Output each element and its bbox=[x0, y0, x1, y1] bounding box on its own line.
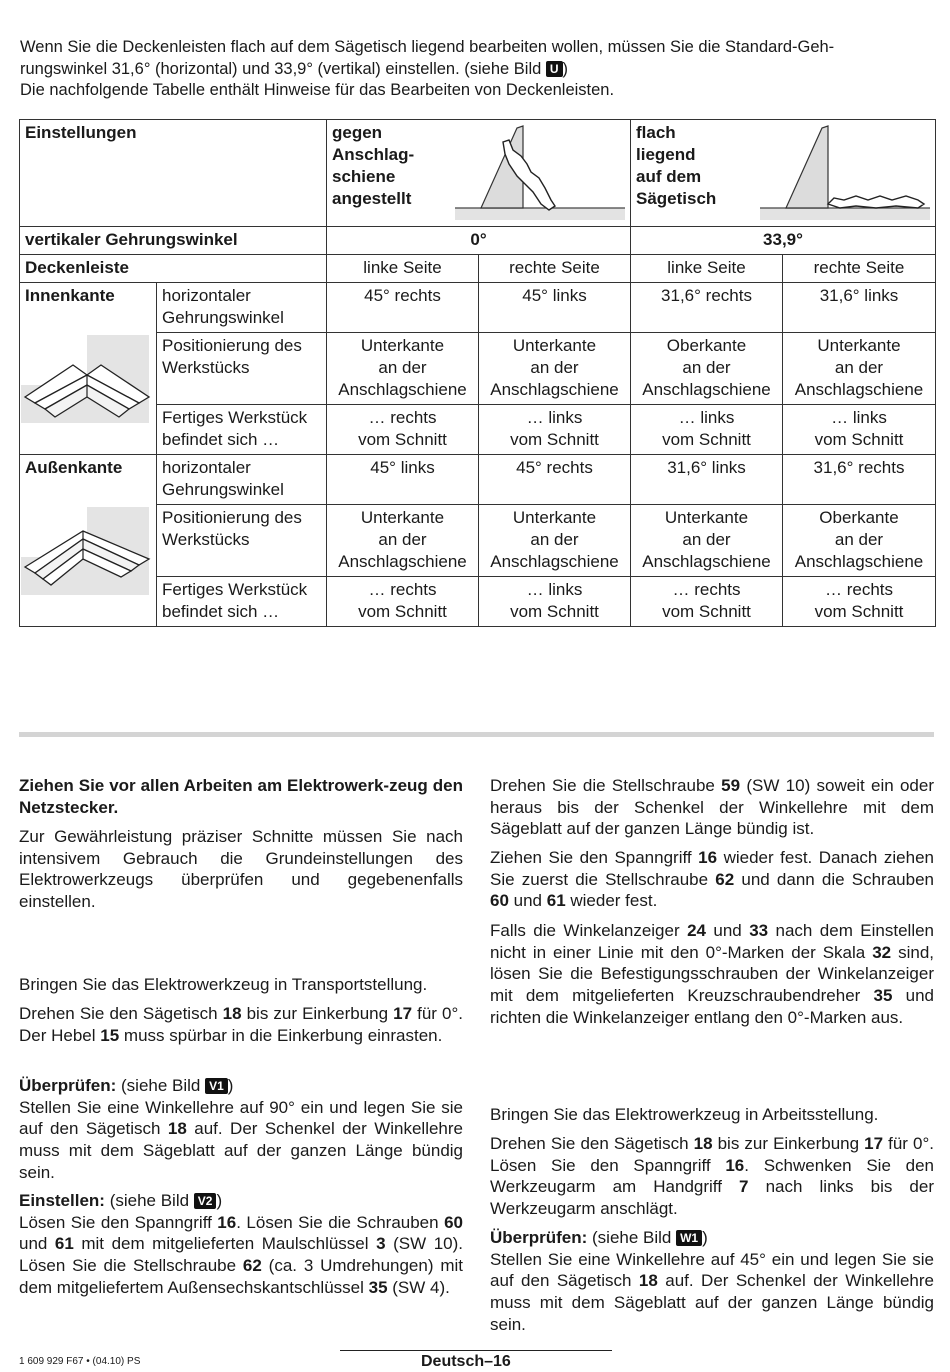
header-flat-label bbox=[636, 122, 931, 210]
value-line: Anschlagschiene bbox=[490, 380, 619, 399]
bold-text: 62 bbox=[715, 869, 735, 889]
value-cell bbox=[783, 505, 936, 577]
intro-line-2-end: ) bbox=[562, 59, 569, 78]
outer-row-result bbox=[20, 577, 936, 627]
paragraph bbox=[19, 974, 463, 996]
value-line: … rechts bbox=[368, 580, 437, 599]
value-line: an der bbox=[378, 358, 427, 377]
bold-text: 35 bbox=[873, 986, 893, 1006]
paragraph bbox=[19, 775, 463, 818]
value-cell: 45° links bbox=[479, 283, 631, 333]
value-line: Oberkante bbox=[666, 336, 747, 355]
bold-text: 60 bbox=[490, 891, 509, 911]
paragraph bbox=[490, 847, 934, 912]
text: und richten die Winkelanzeiger entlang den 0°-Marken aus. bbox=[490, 986, 934, 1027]
vertical-angle-label: vertikaler Gehrungswinkel bbox=[20, 227, 327, 255]
intro-line-2: rungswinkel 31,6° (horizontal) und 33,9° (vertikal) einstellen. (siehe Bild bbox=[20, 59, 546, 78]
value-line: an der bbox=[834, 530, 884, 549]
value-line: Anschlagschiene bbox=[338, 552, 467, 571]
outer-corner-cell bbox=[20, 455, 157, 627]
text: nach dem Einstellen nicht in einer Linie mit den 0°-Marken der Skala bbox=[490, 921, 935, 962]
paragraph bbox=[490, 1104, 934, 1126]
value-line: vom Schnitt bbox=[510, 430, 599, 449]
text: und bbox=[19, 1234, 55, 1254]
text: (SW 10) soweit ein oder heraus bis der Schenkel der Winkellehre mit dem Sägeblatt auf der ganzen Länge bündig ist. bbox=[490, 776, 934, 839]
text: bis zur Einkerbung bbox=[712, 1134, 865, 1153]
value-line: an der bbox=[834, 358, 884, 377]
paragraph bbox=[19, 1075, 463, 1184]
inner-corner-cell bbox=[20, 283, 157, 455]
value-cell: 45° links bbox=[327, 455, 479, 505]
paragraph bbox=[490, 1227, 934, 1336]
value-cell bbox=[479, 405, 631, 455]
value-line: … links bbox=[831, 408, 887, 427]
value-line: vom Schnitt bbox=[358, 430, 447, 449]
bold-text: 61 bbox=[54, 1234, 74, 1254]
text: für 0°. Der Hebel bbox=[19, 1004, 464, 1045]
bold-text: 60 bbox=[444, 1212, 463, 1232]
header-against-label bbox=[332, 122, 626, 210]
inner-row-result bbox=[20, 405, 936, 455]
paragraph bbox=[490, 920, 934, 1029]
value-cell: 31,6° links bbox=[631, 455, 783, 505]
value-line: … links bbox=[526, 408, 583, 427]
row-label-line: Gehrungswinkel bbox=[162, 480, 284, 499]
text: Drehen Sie die Stellschraube bbox=[490, 776, 722, 795]
text: ) bbox=[702, 1228, 708, 1247]
value-cell: 31,6° links bbox=[783, 283, 936, 333]
bold-text: Überprüfen: bbox=[490, 1228, 588, 1247]
value-cell bbox=[327, 333, 479, 405]
bold-text: 16 bbox=[725, 1155, 745, 1175]
header-flat-line: flach bbox=[636, 123, 676, 142]
text: Ziehen Sie den Spanngriff bbox=[490, 848, 699, 867]
row-label bbox=[157, 333, 327, 405]
side-left: linke Seite bbox=[327, 255, 479, 283]
value-cell bbox=[327, 505, 479, 577]
inner-corner-illustration bbox=[21, 325, 156, 425]
row-label-line: Werkstücks bbox=[162, 358, 250, 377]
footer-page-number: Deutsch–16 bbox=[421, 1353, 511, 1370]
value-cell bbox=[631, 577, 783, 627]
paragraph bbox=[490, 775, 934, 840]
footer-rule bbox=[340, 1350, 612, 1351]
row-label bbox=[157, 455, 327, 505]
bold-text: 33 bbox=[749, 921, 769, 940]
row-label bbox=[157, 283, 327, 333]
value-line: … rechts bbox=[824, 580, 894, 599]
text: wieder fest. bbox=[565, 891, 658, 911]
row-label bbox=[157, 505, 327, 577]
text: (siehe Bild bbox=[587, 1228, 677, 1247]
value-line: Anschlagschiene bbox=[642, 552, 771, 571]
side-row-label: Deckenleiste bbox=[20, 255, 327, 283]
value-cell bbox=[327, 405, 479, 455]
settings-table bbox=[19, 119, 936, 627]
header-against-fence bbox=[327, 120, 631, 227]
value-line: Unterkante bbox=[360, 508, 445, 527]
bold-text: 62 bbox=[242, 1256, 262, 1276]
text: . Lösen Sie die Schrauben bbox=[236, 1212, 445, 1232]
intro-paragraph bbox=[20, 37, 935, 102]
vertical-angle-row bbox=[20, 227, 936, 255]
value-cell bbox=[479, 333, 631, 405]
value-cell bbox=[327, 577, 479, 627]
value-line: Unterkante bbox=[512, 508, 597, 527]
bold-text: 35 bbox=[368, 1277, 388, 1297]
row-label-line: Gehrungswinkel bbox=[162, 308, 284, 327]
value-line: vom Schnitt bbox=[662, 430, 751, 449]
value-line: Anschlagschiene bbox=[642, 380, 771, 399]
text: ) bbox=[227, 1076, 234, 1095]
text: auf. Der Schenkel der Winkellehre muss mit dem Sägeblatt auf der ganzen Länge bündig sein. bbox=[490, 1271, 934, 1334]
row-label bbox=[157, 577, 327, 627]
intro-line-1: Wenn Sie die Deckenleisten flach auf dem Sägetisch liegend bearbeiten wollen, müssen Sie die Standard-Geh- bbox=[20, 38, 835, 56]
value-line: Oberkante bbox=[819, 508, 899, 527]
paragraph bbox=[19, 1003, 463, 1046]
text: auf. Der Schenkel der Winkellehre muss mit dem Sägeblatt auf der ganzen Länge bündig sein. bbox=[19, 1119, 463, 1182]
value-line: … rechts bbox=[368, 408, 437, 427]
text: Zur Gewährleistung präziser Schnitte müssen Sie nach intensivem Gebrauch die Grundeinstellungen des Elektrowerkzeugs überprüfen und gegebenenfalls einstellen. bbox=[19, 827, 463, 912]
bold-text: 18 bbox=[693, 1134, 713, 1153]
value-line: vom Schnitt bbox=[358, 602, 447, 621]
outer-row-position bbox=[20, 505, 936, 577]
paragraph bbox=[19, 826, 463, 913]
header-settings bbox=[20, 120, 327, 227]
side-left: linke Seite bbox=[631, 255, 783, 283]
value-line: Unterkante bbox=[360, 336, 445, 355]
row-label-line: Werkstücks bbox=[162, 530, 250, 549]
header-flat-on-table bbox=[631, 120, 936, 227]
value-cell bbox=[631, 405, 783, 455]
side-right: rechte Seite bbox=[783, 255, 936, 283]
figure-tag: V1 bbox=[205, 1078, 228, 1094]
header-settings-label: Einstellungen bbox=[25, 123, 137, 142]
text: für 0°. Lösen Sie den Spanngriff bbox=[490, 1134, 935, 1175]
header-flat-line: liegend bbox=[636, 145, 696, 164]
row-label-line: horizontaler bbox=[162, 458, 251, 477]
value-cell bbox=[783, 577, 936, 627]
row-label bbox=[157, 405, 327, 455]
outer-corner-label: Außenkante bbox=[25, 458, 123, 477]
text: und bbox=[508, 891, 547, 911]
value-cell bbox=[631, 333, 783, 405]
value-line: Anschlagschiene bbox=[794, 380, 924, 399]
value-line: vom Schnitt bbox=[510, 602, 599, 621]
section-divider bbox=[19, 732, 934, 737]
footer-document-code: 1 609 929 F67 • (04.10) PS bbox=[19, 1356, 141, 1367]
row-label-line: Positionierung des bbox=[162, 508, 302, 527]
vertical-angle-against: 0° bbox=[327, 227, 631, 255]
value-line: … links bbox=[526, 580, 583, 599]
text: ) bbox=[216, 1191, 223, 1210]
text: und bbox=[705, 921, 750, 940]
side-right: rechte Seite bbox=[479, 255, 631, 283]
bold-text: 24 bbox=[687, 921, 706, 940]
value-line: Unterkante bbox=[512, 336, 597, 355]
header-against-line: Anschlag- bbox=[332, 145, 415, 164]
bold-text: 18 bbox=[638, 1271, 658, 1291]
value-cell bbox=[783, 405, 936, 455]
text: sind, lösen Sie die Befestigungsschrauben der Winkelanzeiger mit dem mitgelieferten Kreuzschraubendreher bbox=[490, 942, 934, 1006]
header-flat-line: auf dem bbox=[636, 167, 702, 186]
value-line: an der bbox=[682, 358, 731, 377]
value-cell: 31,6° rechts bbox=[783, 455, 936, 505]
bold-text: 16 bbox=[217, 1212, 237, 1232]
row-label-line: Fertiges Werkstück bbox=[162, 580, 308, 599]
row-label-line: Fertiges Werkstück bbox=[162, 408, 308, 427]
text: Falls die Winkelanzeiger bbox=[490, 921, 688, 940]
text: (siehe Bild bbox=[116, 1076, 206, 1095]
text: (siehe Bild bbox=[104, 1191, 194, 1210]
bold-text: Einstellen: bbox=[19, 1191, 105, 1210]
text: (ca. 3 Umdrehungen) mit dem mitgeliefertem Außensechskantschlüssel bbox=[19, 1256, 463, 1297]
figure-tag: W1 bbox=[676, 1230, 702, 1246]
value-line: vom Schnitt bbox=[814, 602, 904, 621]
inner-corner-label: Innenkante bbox=[25, 286, 115, 305]
value-cell bbox=[631, 505, 783, 577]
value-cell: 45° rechts bbox=[327, 283, 479, 333]
header-against-line: gegen bbox=[332, 123, 383, 142]
text: Bringen Sie das Elektrowerkzeug in Arbeitsstellung. bbox=[490, 1105, 879, 1124]
side-row bbox=[20, 255, 936, 283]
value-cell bbox=[783, 333, 936, 405]
value-line: Anschlagschiene bbox=[490, 552, 619, 571]
value-line: … rechts bbox=[672, 580, 741, 599]
bold-text: 17 bbox=[393, 1004, 413, 1023]
value-line: Unterkante bbox=[817, 336, 901, 355]
header-against-line: schiene bbox=[332, 167, 396, 186]
bold-text: 3 bbox=[376, 1234, 386, 1254]
value-line: vom Schnitt bbox=[662, 602, 751, 621]
vertical-angle-flat: 33,9° bbox=[631, 227, 936, 255]
value-cell: 31,6° rechts bbox=[631, 283, 783, 333]
text: (SW 10). Lösen Sie die Stellschraube bbox=[19, 1234, 463, 1276]
value-line: … links bbox=[678, 408, 735, 427]
text: muss spürbar in die Einkerbung einrasten. bbox=[119, 1025, 443, 1045]
header-against-line: angestellt bbox=[332, 189, 412, 208]
row-label-line: befindet sich … bbox=[162, 602, 280, 621]
value-line: Anschlagschiene bbox=[794, 552, 924, 571]
value-line: Unterkante bbox=[664, 508, 749, 527]
figure-tag-u: U bbox=[546, 61, 563, 77]
value-line: Anschlagschiene bbox=[338, 380, 467, 399]
text: (SW 4). bbox=[387, 1277, 450, 1297]
text: Lösen Sie den Spanngriff bbox=[19, 1212, 218, 1232]
value-cell bbox=[479, 577, 631, 627]
bold-text: 18 bbox=[167, 1119, 187, 1139]
text: Stellen Sie eine Winkellehre auf 90° ein und legen Sie sie auf den Sägetisch bbox=[19, 1097, 463, 1139]
text: Stellen Sie eine Winkellehre auf 45° ein und legen Sie sie auf den Sägetisch bbox=[490, 1249, 934, 1291]
row-label-line: horizontaler bbox=[162, 286, 251, 305]
value-line: an der bbox=[530, 358, 579, 377]
paragraph bbox=[490, 1133, 934, 1220]
text: wieder fest. Danach ziehen Sie zuerst die Stellschraube bbox=[490, 848, 934, 889]
bold-text: 18 bbox=[222, 1004, 242, 1023]
text: und dann die Schrauben bbox=[734, 869, 934, 889]
text: nach links bis der Werkzeugarm anschlägt. bbox=[490, 1177, 934, 1219]
value-line: an der bbox=[530, 530, 579, 549]
text: Drehen Sie den Sägetisch bbox=[19, 1004, 223, 1023]
bold-text: 7 bbox=[739, 1177, 749, 1197]
header-flat-line: Sägetisch bbox=[636, 189, 717, 208]
text: mit dem mitgelieferten Maulschlüssel bbox=[73, 1234, 377, 1254]
inner-row-position bbox=[20, 333, 936, 405]
value-line: an der bbox=[378, 530, 427, 549]
row-label-line: befindet sich … bbox=[162, 430, 280, 449]
value-cell: 45° rechts bbox=[479, 455, 631, 505]
value-line: vom Schnitt bbox=[814, 430, 904, 449]
outer-row-angle bbox=[20, 455, 936, 505]
bold-text: Ziehen Sie vor allen Arbeiten am Elektrowerk-zeug den Netzstecker. bbox=[19, 776, 463, 817]
bold-text: 16 bbox=[698, 848, 718, 867]
outer-corner-illustration bbox=[21, 497, 156, 597]
bold-text: 32 bbox=[872, 942, 892, 962]
figure-tag: V2 bbox=[194, 1193, 217, 1209]
text: . Schwenken Sie den Werkzeugarm am Handgriff bbox=[490, 1155, 934, 1197]
bold-text: 17 bbox=[864, 1134, 884, 1153]
bold-text: Überprüfen: bbox=[19, 1076, 117, 1095]
value-line: an der bbox=[682, 530, 731, 549]
bold-text: 59 bbox=[721, 776, 741, 795]
intro-line-3: Die nachfolgende Tabelle enthält Hinweise für das Bearbeiten von Deckenleisten. bbox=[20, 81, 615, 99]
inner-row-angle bbox=[20, 283, 936, 333]
value-cell bbox=[479, 505, 631, 577]
table-header-row bbox=[20, 120, 936, 227]
paragraph bbox=[19, 1190, 463, 1299]
text: bis zur Einkerbung bbox=[241, 1004, 394, 1023]
bold-text: 61 bbox=[546, 891, 566, 911]
bold-text: 15 bbox=[100, 1025, 120, 1045]
text: Drehen Sie den Sägetisch bbox=[490, 1134, 694, 1153]
row-label-line: Positionierung des bbox=[162, 336, 302, 355]
text: Bringen Sie das Elektrowerkzeug in Transportstellung. bbox=[19, 975, 428, 994]
